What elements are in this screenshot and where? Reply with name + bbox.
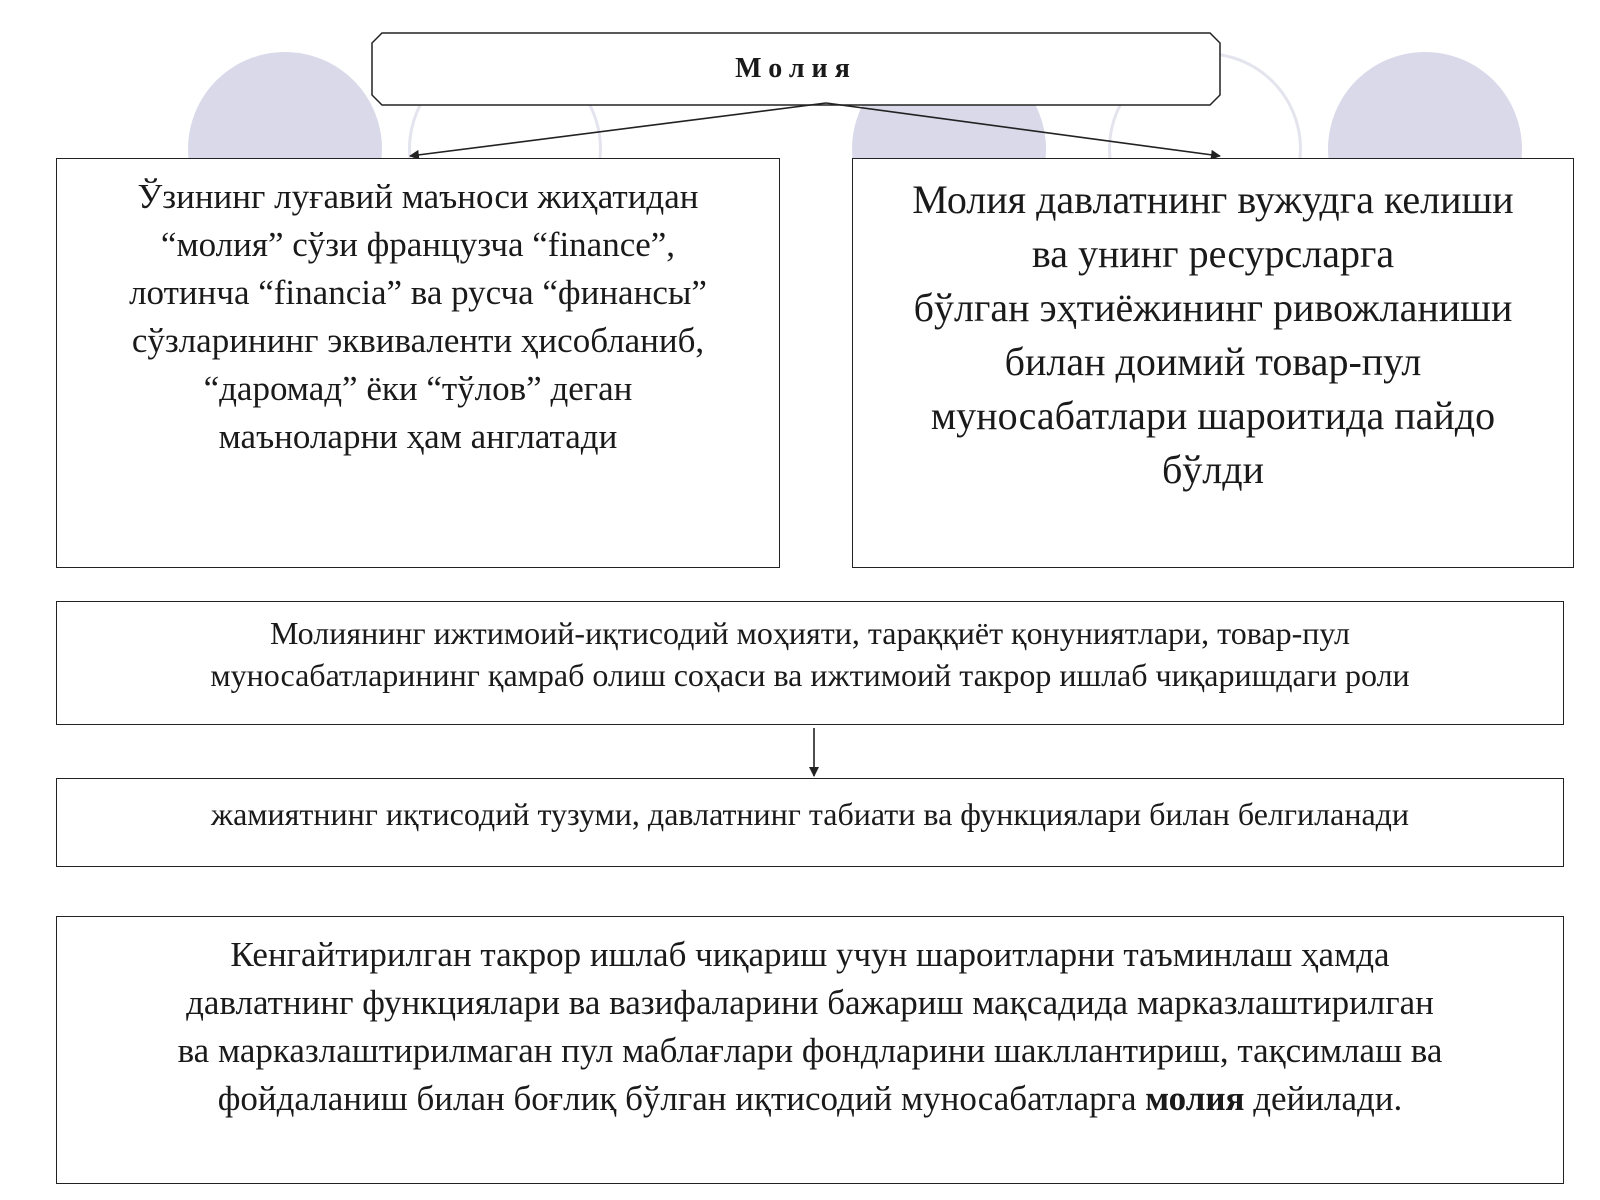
etymology-line: “молия” сўзи французча “finance”, <box>160 225 676 264</box>
determined-by-box <box>56 778 1564 867</box>
definition-line: ва марказлаштирилмаган пул маблағлари фондларини шакллантириш, тақсимлаш ва <box>177 1031 1443 1070</box>
definition-text: дейилади. <box>1244 1079 1403 1118</box>
definition-text: фойдаланиш билан боғлиқ бўлган иқтисодий муносабатларга <box>217 1079 1146 1118</box>
definition-line: давлатнинг функциялари ва вазифаларини бажариш мақсадида марказлаштирилган <box>186 983 1434 1022</box>
origin-line: Молия давлатнинг вужудга келиши <box>912 177 1514 222</box>
etymology-box <box>56 158 780 568</box>
origin-line: муносабатлари шароитида пайдо <box>930 393 1496 438</box>
essence-box <box>56 601 1564 725</box>
arrow-to-right-box <box>826 103 1220 156</box>
etymology-line: Ўзининг луғавий маъноси жиҳатидан <box>137 177 699 216</box>
etymology-line: маъноларни ҳам англатади <box>218 417 618 456</box>
page-title: Молия <box>735 53 857 84</box>
etymology-line: “даромад” ёки “тўлов” деган <box>203 369 633 408</box>
determined-by-text: жамиятнинг иқтисодий тузуми, давлатнинг табиати ва функциялари билан белгиланади <box>210 796 1410 832</box>
essence-line: муносабатларининг қамраб олиш соҳаси ва ижтимоий такрор ишлаб чиқаришдаги роли <box>210 657 1410 693</box>
arrow-to-left-box <box>410 103 826 156</box>
definition-line <box>57 1075 1563 1123</box>
etymology-line: сўзларининг эквиваленти ҳисобланиб, <box>131 321 705 360</box>
origin-line: бўлди <box>1161 447 1265 492</box>
etymology-line: лотинча “financia” ва русча “финансы” <box>129 273 707 312</box>
essence-line: Молиянинг ижтимоий-иқтисодий моҳияти, тараққиёт қонуниятлари, товар-пул <box>270 615 1350 651</box>
origin-line: ва унинг ресурсларга <box>1031 231 1395 276</box>
definition-line: Кенгайтирилган такрор ишлаб чиқариш учун шароитларни таъминлаш ҳамда <box>230 935 1390 974</box>
definition-term: молия <box>1145 1079 1245 1118</box>
origin-line: билан доимий товар-пул <box>1004 339 1422 384</box>
definition-box <box>56 916 1564 1184</box>
origin-line: бўлган эҳтиёжининг ривожланиши <box>913 285 1513 330</box>
origin-box <box>852 158 1574 568</box>
